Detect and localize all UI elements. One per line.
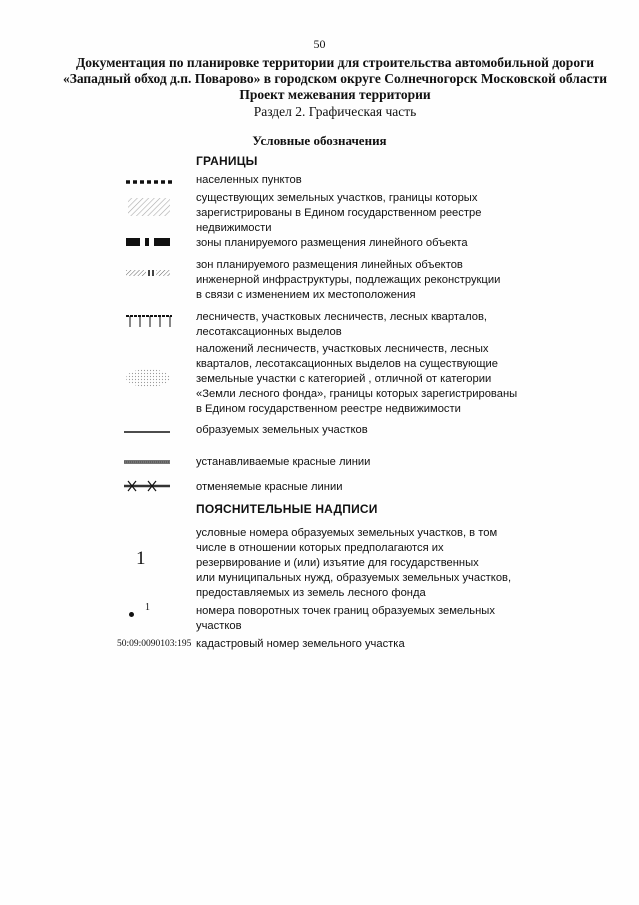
legend-text-line: населенных пунктов bbox=[196, 174, 302, 186]
legend-text-line: номера поворотных точек границ образуемых земельных bbox=[196, 605, 495, 617]
legend-text-line: числе в отношении которых предполагаются их bbox=[196, 542, 444, 554]
document-section-subtitle: Раздел 2. Графическая часть bbox=[253, 104, 417, 119]
legend-text-line: участков bbox=[196, 620, 242, 632]
legend-item-cancelled-red-lines bbox=[196, 480, 546, 495]
legend-text-line: инженерной инфраструктуры, подлежащих реконструкции bbox=[196, 274, 501, 286]
captions-section-title: ПОЯСНИТЕЛЬНЫЕ НАДПИСИ bbox=[196, 502, 378, 516]
legend-item-cadastral-number bbox=[196, 637, 546, 652]
legend-item-turning-points bbox=[196, 604, 546, 634]
legend-text-line: кварталов, лесотаксационных выделов на существующие bbox=[196, 358, 499, 370]
legend-text-line: земельные участки с категорией , отличной от категории bbox=[196, 373, 492, 385]
solid-line-icon bbox=[122, 425, 174, 439]
black-dashed-line-icon bbox=[122, 175, 174, 189]
legend-item-engineering-infrastructure bbox=[196, 258, 546, 303]
red-line-icon bbox=[122, 455, 174, 469]
legend-text-line: в связи с изменением их местоположения bbox=[196, 289, 416, 301]
plot-number-label: 1 bbox=[136, 548, 146, 569]
legend-text-line: лесничеств, участковых лесничеств, лесных кварталов, bbox=[196, 311, 488, 323]
legend-text-line: условные номера образуемых земельных участков, в том bbox=[196, 527, 498, 539]
legend-text-line: в Едином государственном реестре недвижимости bbox=[196, 403, 461, 415]
legend-item-linear-object-zone bbox=[196, 236, 546, 251]
document-title-line-3: Проект межевания территории bbox=[239, 87, 431, 102]
turning-point-number-label: 1 bbox=[145, 602, 150, 613]
legend-text-line: устанавливаемые красные линии bbox=[196, 456, 371, 468]
legend-item-formed-plots bbox=[196, 423, 546, 438]
legend-text-line: существующих земельных участков, границы которых bbox=[196, 192, 478, 204]
legend-text-line: «Земли лесного фонда», границы которых зарегистрированы bbox=[196, 388, 518, 400]
legend-text-line: образуемых земельных участков bbox=[196, 424, 368, 436]
legend-heading: Условные обозначения bbox=[252, 133, 387, 148]
page-number: 50 bbox=[313, 37, 326, 51]
dotted-overlay-area-icon bbox=[122, 366, 174, 390]
legend-text-line: зарегистрированы в Едином государственном реестре bbox=[196, 207, 482, 219]
legend-text-line: или муниципальных нужд, образуемых земельных участков, bbox=[196, 572, 512, 584]
legend-text-line: недвижимости bbox=[196, 222, 272, 234]
legend-text-line: зон планируемого размещения линейных объектов bbox=[196, 259, 463, 271]
legend-item-existing-plots bbox=[196, 191, 546, 236]
thick-dash-dot-line-icon bbox=[122, 235, 174, 249]
legend-item-plot-numbers bbox=[196, 526, 546, 601]
legend-text-line: наложений лесничеств, участковых лесничеств, лесных bbox=[196, 343, 489, 355]
legend-item-settlements bbox=[196, 173, 546, 188]
legend-item-forest-overlays bbox=[196, 342, 546, 417]
legend-text-line: предоставляемых из земель лесного фонда bbox=[196, 587, 426, 599]
document-title-line-2: «Западный обход д.п. Поварово» в городском округе Солнечногорск Московской области bbox=[62, 71, 608, 86]
turning-point-dot-icon bbox=[129, 612, 134, 617]
legend-text-line: резервирование и (или) изъятие для государственных bbox=[196, 557, 479, 569]
legend-item-forestry bbox=[196, 310, 546, 340]
forest-boundary-line-icon bbox=[122, 312, 174, 330]
gray-hatched-bar-icon bbox=[122, 266, 174, 280]
crossed-red-line-icon bbox=[122, 479, 174, 493]
gray-hatched-area-icon bbox=[122, 196, 174, 218]
document-title-line-1: Документация по планировке территории для строительства автомобильной дороги bbox=[76, 55, 594, 70]
borders-section-title: ГРАНИЦЫ bbox=[196, 154, 258, 168]
legend-text-line: зоны планируемого размещения линейного объекта bbox=[196, 237, 468, 249]
legend-text-line: лесотаксационных выделов bbox=[196, 326, 342, 338]
legend-text-line: отменяемые красные линии bbox=[196, 481, 343, 493]
cadastral-number-label: 50:09:0090103:195 bbox=[117, 639, 192, 649]
legend-item-established-red-lines bbox=[196, 455, 546, 470]
legend-text-line: кадастровый номер земельного участка bbox=[196, 638, 405, 650]
